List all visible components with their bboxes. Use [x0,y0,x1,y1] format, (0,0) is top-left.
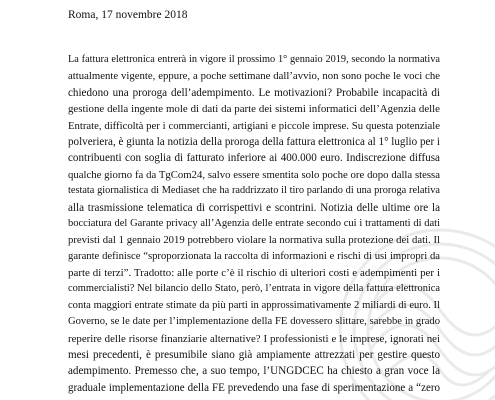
body-line: testata giornalistica di Mediaset che ha raddrizzato il tiro parlando di una proroga relativa [68,185,440,197]
body-line: adempimento. Premesso che, a suo tempo, l’UNGDCEC ha chiesto a gran voce la [68,365,440,378]
body-line: garante definisce “sproporzionata la raccolta di informazioni e rischi di usi impropri da [68,250,440,262]
body-line: parte di terzi”. Tradotto: alle porte c’è il rischio di ulteriori costi e adempimenti per i [68,267,440,280]
body-line: chiedono una proroga dell’adempimento. Le motivazioni? Probabile incapacità di [68,86,440,99]
body-line: conta maggiori entrate stimate da più parti in approssimativamente 2 miliardi di euro. Il [68,299,440,311]
body-line: qualche giorno fa da TgCom24, salvo essere smentita solo poche ore dopo dalla stessa [68,168,440,181]
body-line: commercialisti? Nel bilancio dello Stato, però, l’entrata in vigore della fattura elettronica [68,283,440,295]
body-line: La fattura elettronica entrerà in vigore il prossimo 1° gennaio 2019, secondo la normativa [68,54,440,65]
body-line: gestione della ingente mole di dati da parte dei sistemi informatici dell’Agenzia delle [68,103,440,116]
body-line: polveriera, è giunta la notizia della proroga della fattura elettronica al 1° luglio per i [68,135,440,148]
body-line: Governo, se le date per l’implementazione della FE dovessero slittare, sarebbe in grado [68,316,440,328]
body-line: graduale implementazione della FE prevedendo una fase di sperimentazione a “zero [68,381,440,394]
body-line: bocciatura del Garante privacy all’Agenzia delle entrate secondo cui i trattamenti di dati [68,217,440,229]
document-date: Roma, 17 novembre 2018 [68,9,188,21]
document-body [68,52,440,396]
body-line: Entrate, difficoltà per i commercianti, artigiani e piccole imprese. Su questa potenziale [68,119,440,132]
body-line: contribuenti con soglia di fatturato inferiore ai 400.000 euro. Indiscrezione diffusa [68,152,440,165]
body-line: mesi precedenti, è presumibile siano già ampiamente attrezzati per gestire questo [68,349,440,362]
body-line: previsti dal 1 gennaio 2019 potrebbero violare la normativa sulla protezione dei dati. Il [68,234,440,247]
body-line: alla trasmissione telematica di corrispettivi e scontrini. Notizia delle ultime ore la [68,201,440,214]
body-line: attualmente vigente, eppure, a poche settimane dall’avvio, non sono poche le voci che [68,70,440,83]
body-line: reperire delle risorse finanziarie alternative? I professionisti e le imprese, ignorati nei [68,332,440,345]
